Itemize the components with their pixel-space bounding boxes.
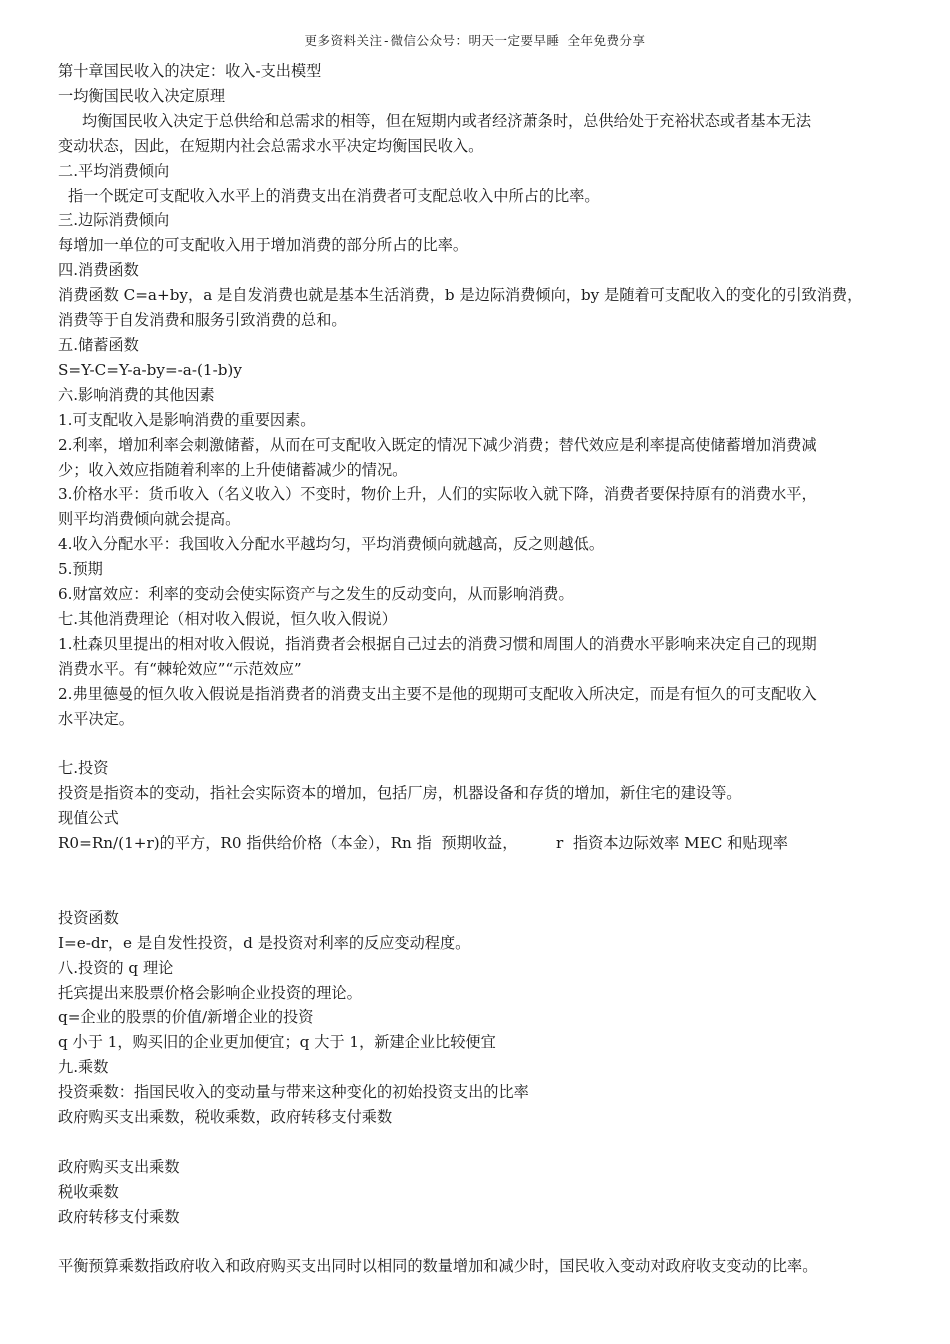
chapter-title: 第十章国民收入的决定：收入-支出模型 [58, 62, 322, 80]
paragraph-line: 消费等于自发消费和服务引致消费的总和。 [58, 311, 347, 330]
paragraph-line: 投资是指资本的变动，指社会实际资本的增加，包括厂房，机器设备和存货的增加，新住宅的建设等。 [58, 784, 742, 803]
formula-line: R0=Rn/(1+r)的平方，R0 指供给价格（本金），Rn 指 预期收益， r 指资本边际效率 MEC 和贴现率 [58, 834, 788, 853]
section-heading: 二.平均消费倾向 [58, 161, 170, 180]
section-heading: 九.乘数 [58, 1058, 109, 1077]
section-heading: 四.消费函数 [58, 261, 139, 280]
list-item: 1.杜森贝里提出的相对收入假说，指消费者会根据自己过去的消费习惯和周围人的消费水平影响来决定自己的现期 [58, 634, 817, 653]
paragraph-line: 现值公式 [58, 809, 119, 828]
document-body [58, 59, 892, 1279]
paragraph-line: 平衡预算乘数指政府收入和政府购买支出同时以相同的数量增加和减少时，国民收入变动对政府收支变动的比率。 [58, 1257, 818, 1276]
section-heading: 七.其他消费理论（相对收入假说，恒久收入假说） [58, 609, 397, 628]
blank-line [58, 1130, 892, 1155]
list-item: 2.弗里德曼的恒久收入假说是指消费者的消费支出主要不是他的现期可支配收入所决定，而是有恒久的可支配收入 [58, 684, 817, 703]
paragraph-line: q 小于 1，购买旧的企业更加便宜；q 大于 1，新建企业比较便宜 [58, 1033, 496, 1052]
blank-line [58, 731, 892, 756]
formula-line: I=e-dr，e 是自发性投资，d 是投资对利率的反应变动程度。 [58, 933, 471, 952]
section-heading: 一均衡国民收入决定原理 [58, 86, 226, 105]
list-item: 3.价格水平：货币收入（名义收入）不变时，物价上升，人们的实际收入就下降，消费者要保持原有的消费水平， [58, 485, 817, 504]
paragraph-line: 指一个既定可支配收入水平上的消费支出在消费者可支配总收入中所占的比率。 [68, 186, 600, 205]
paragraph-line: 每增加一单位的可支配收入用于增加消费的部分所占的比率。 [58, 236, 469, 255]
section-heading: 三.边际消费倾向 [58, 211, 170, 230]
list-item: 则平均消费倾向就会提高。 [58, 510, 241, 529]
section-heading: 六.影响消费的其他因素 [58, 385, 215, 404]
paragraph-line: 投资函数 [58, 908, 119, 927]
paragraph-line: 政府购买支出乘数 [58, 1157, 180, 1176]
list-item: 消费水平。有“棘轮效应”“示范效应” [58, 659, 302, 678]
section-heading: 七.投资 [58, 759, 109, 778]
paragraph-line: 消费函数 C=a+by，a 是自发消费也就是基本生活消费，b 是边际消费倾向，by 是随着可支配收入的变化的引致消费， [58, 286, 863, 305]
paragraph-line: 变动状态，因此，在短期内社会总需求水平决定均衡国民收入。 [58, 136, 484, 155]
formula-line: S=Y-C=Y-a-by=-a-(1-b)y [58, 360, 242, 379]
list-item: 5.预期 [58, 560, 103, 579]
paragraph-line: 政府购买支出乘数，税收乘数，政府转移支付乘数 [58, 1108, 393, 1127]
section-heading: 八.投资的 q 理论 [58, 958, 174, 977]
list-item: 水平决定。 [58, 709, 134, 728]
list-item: 1.可支配收入是影响消费的重要因素。 [58, 410, 316, 429]
paragraph-line: 投资乘数：指国民收入的变动量与带来这种变化的初始投资支出的比率 [58, 1083, 529, 1102]
blank-line [58, 856, 892, 906]
formula-line: q=企业的股票的价值/新增企业的投资 [58, 1008, 314, 1027]
list-item: 4.收入分配水平：我国收入分配水平越均匀，平均消费倾向就越高，反之则越低。 [58, 535, 605, 554]
list-item: 2.利率，增加利率会刺激储蓄，从而在可支配收入既定的情况下减少消费；替代效应是利率提高使储蓄增加消费减 [58, 435, 817, 454]
list-item: 6.财富效应：利率的变动会使实际资产与之发生的反动变向，从而影响消费。 [58, 585, 574, 604]
paragraph-line: 托宾提出来股票价格会影响企业投资的理论。 [58, 983, 362, 1002]
section-heading: 五.储蓄函数 [58, 335, 139, 354]
paragraph-line: 政府转移支付乘数 [58, 1207, 180, 1226]
watermark-text: 更多资料关注-微信公众号：明天一定要早睡 全年免费分享 [304, 33, 646, 48]
list-item: 少；收入效应指随着利率的上升使储蓄减少的情况。 [58, 460, 408, 479]
blank-line [58, 1230, 892, 1255]
paragraph-line: 均衡国民收入决定于总供给和总需求的相等，但在短期内或者经济萧条时，总供给处于充裕状态或者基本无法 [82, 111, 811, 130]
paragraph-line: 税收乘数 [58, 1182, 119, 1201]
